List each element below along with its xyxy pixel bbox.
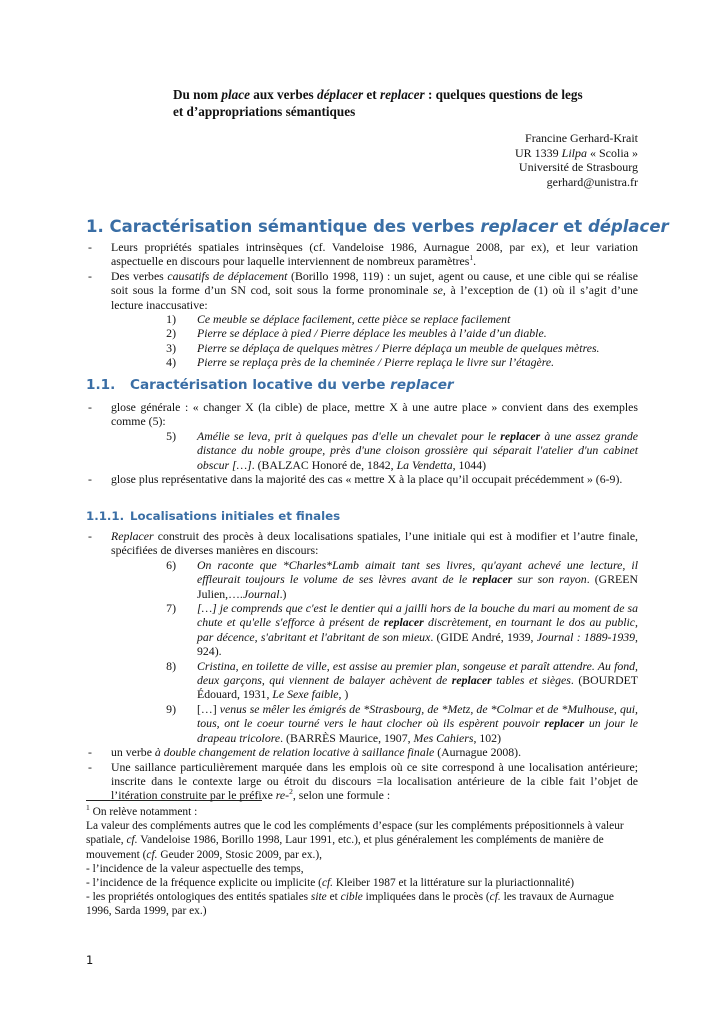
bullet-item	[86, 529, 638, 558]
example-number: 7)	[166, 601, 176, 616]
bullet-item	[86, 472, 638, 486]
section111-body	[86, 529, 638, 803]
bullet-text: (Aurnague 2008).	[434, 745, 522, 760]
author-name: Francine Gerhard-Krait	[525, 131, 638, 145]
keyword: replacer	[544, 716, 585, 731]
example-number: 6)	[166, 557, 176, 572]
footnote-marker: 1	[86, 803, 90, 813]
heading-number: 1.1.1.	[86, 509, 125, 523]
bullet-text: Une saillance particulièrement marquée dans les emplois où ce site correspond à une localisation antérieure; inscrite dans le contexte large ou étroit du discours =la localisation antérieure de la cible fait l’objet de l’itération construite par le préfixe	[111, 759, 638, 803]
example-source: Le Sexe faible,	[272, 687, 342, 702]
bullet-item	[86, 240, 638, 269]
footnote-text: les travaux de Aurnague 1996, Sarda 1999, par ex.)	[86, 891, 614, 918]
footnote-line	[86, 876, 638, 890]
footnote-text: et	[326, 891, 341, 904]
example-9	[86, 702, 638, 745]
bullet-text: re-	[275, 788, 290, 803]
bullet-text: à double changement de relation locative à saillance finale	[154, 745, 435, 760]
example-text: Pierre se replaça près de la cheminée / Pierre replaça le livre sur l’étagère.	[197, 355, 555, 370]
bullet-item	[86, 269, 638, 312]
example-item	[86, 326, 638, 340]
bullet-dash: -	[88, 759, 92, 774]
example-text: sur son rayon	[512, 572, 587, 587]
example-text: tables et sièges	[491, 673, 571, 688]
unit-text: « Scolia »	[587, 145, 638, 160]
footnote-line	[86, 819, 638, 862]
example-source: , 924).	[197, 629, 638, 659]
example-source: Mes Cahiers	[413, 730, 474, 745]
title-part: déplacer	[316, 87, 364, 102]
footnote-line	[86, 805, 638, 819]
footnote-text: cf.	[489, 891, 501, 904]
title-part: Du nom	[173, 87, 222, 102]
example-text: un jour le drapeau tricolore	[197, 716, 638, 745]
heading-part: Caractérisation locative du verbe	[130, 377, 391, 393]
bullet-text: glose générale : « changer X (la cible) de place, mettre X à une autre place » convient dans des exemples comme (5):	[111, 400, 638, 429]
example-6	[86, 558, 638, 601]
bullet-text: causatifs de déplacement	[167, 268, 288, 283]
bullet-text: un verbe	[111, 745, 155, 760]
title-part: : quelques questions de legs	[424, 87, 583, 102]
footnote-text: cible	[340, 891, 363, 904]
heading-part: Localisations initiales et finales	[130, 509, 341, 523]
bullet-item	[86, 400, 638, 429]
unit-text: Lilpa	[561, 145, 587, 160]
example-source: . (GIDE André, 1939,	[430, 629, 537, 644]
example-7	[86, 601, 638, 659]
bullet-dash: -	[88, 472, 92, 487]
example-source: , 1044)	[452, 457, 487, 472]
section11-body	[86, 400, 638, 486]
bullet-text: Replacer	[111, 529, 154, 543]
unit-text: UR 1339	[514, 145, 562, 160]
example-item	[86, 355, 638, 369]
footnote	[86, 805, 638, 919]
paper-title	[173, 86, 643, 120]
example-source: )	[341, 687, 349, 702]
bullet-text: Des verbes	[111, 268, 168, 283]
footnote-divider	[86, 800, 262, 801]
example-source: . (BOURDET Édouard, 1931,	[197, 673, 638, 702]
footnote-line	[86, 890, 638, 918]
example-source: , 102)	[473, 730, 501, 745]
footnote-text: impliquées dans le procès (	[362, 891, 490, 904]
footnote-text: Vandeloise 1986, Borillo 1998, Laur 1991, etc.), et plus généralement les compléments de manière de mouvement (	[86, 834, 604, 861]
example-text: venus se mêler les émigrés de *Strasbourg, de *Metz, de *Colmar et de *Mulhouse, qui, tous, ont le coeur tourné vers le haut clocher où ils espèrent pouvoir	[197, 701, 638, 731]
bullet-text: (Borillo 1998, 119) : un sujet, agent ou cause, et une cible qui se réalise soit sous la forme d’un SN cod, soit sous la forme pronominale	[111, 268, 638, 298]
keyword: replacer	[451, 673, 492, 688]
example-text: Ce meuble se déplace facilement, cette pièce se replace facilement	[197, 312, 511, 327]
bullet-dash: -	[88, 400, 92, 414]
heading-number: 1.1.	[86, 377, 116, 393]
heading-part: replacer	[390, 377, 454, 393]
section-heading-1	[86, 217, 669, 236]
footnote-text: cf.	[321, 877, 334, 890]
author-unit	[515, 146, 638, 161]
example-text: […] je comprends que c'est le dentier qui a jailli hors de la bouche du mari au moment de sa chute et qu'elle s'efforce à présent de	[197, 601, 638, 630]
title-part: replacer	[379, 87, 425, 102]
example-text: Pierre se déplace à pied / Pierre déplace les meubles à l’aide d’un diable.	[197, 326, 547, 341]
example-source: La Vendetta	[396, 457, 453, 472]
footnote-text: cf.	[146, 848, 158, 861]
example-list	[86, 312, 638, 370]
bullet-text: Leurs propriétés spatiales intrinsèques (cf. Vandeloise 1986, Aurnague 2008, par ex), et leur variation aspectuelle en discours pour laquelle interviennent de nombreux paramètres	[111, 240, 638, 269]
heading-part: 1. Caractérisation sémantique des verbes	[86, 217, 481, 236]
title-part: et	[363, 87, 380, 102]
title-part: aux verbes	[249, 87, 317, 102]
example-number: 3)	[166, 340, 176, 355]
keyword: replacer	[472, 572, 513, 587]
footnote-text: Geuder 2009, Stosic 2009, par ex.),	[157, 848, 322, 861]
example-source: . (BALZAC Honoré de, 1842,	[251, 457, 397, 472]
title-part: place	[221, 87, 250, 102]
example-8	[86, 659, 638, 702]
bullet-text: , selon une formule :	[292, 788, 391, 803]
example-text: Amélie se leva, prit à quelques pas d'elle un chevalet pour le	[197, 428, 501, 443]
keyword: replacer	[383, 615, 424, 630]
example-source: . (GREEN Julien,….	[197, 572, 638, 601]
example-number: 5)	[166, 428, 176, 443]
example-text: […]	[197, 701, 220, 716]
title-part: et d’appropriations sémantiques	[173, 104, 356, 119]
author-block	[515, 131, 638, 189]
footnote-line: - l’incidence de la valeur aspectuelle des temps,	[86, 862, 304, 875]
footnote-text: Kleiber 1987 et la littérature sur la pluriactionnalité)	[333, 877, 575, 890]
footnote-ref[interactable]: 2	[289, 787, 293, 797]
footnote-text: La valeur des compléments autres que le cod les compléments d’espace (sur les compléments prépositionnels à valeur spatiale,	[86, 820, 624, 847]
keyword: replacer	[500, 428, 541, 443]
bullet-text: à l’exception de (1) où il s’agit d’une lecture inaccusative:	[111, 283, 638, 312]
heading-part: replacer	[480, 217, 558, 236]
page-number: 1	[86, 953, 94, 967]
section-heading-1-1-1	[86, 509, 340, 523]
footnote-ref[interactable]: 1	[469, 253, 474, 263]
bullet-dash: -	[88, 240, 92, 254]
heading-part: et	[557, 217, 588, 236]
example-text: discrètement, en tournant le dos au public, par décence, s'abritant et l'abritant de son mieux	[197, 615, 638, 644]
example-5	[86, 429, 638, 472]
example-number: 9)	[166, 701, 176, 716]
example-text: à une assez grande distance du noble groupe, près d'une cloison grossière qui séparait l'atelier d'un cabinet obscur […]	[197, 428, 638, 472]
example-number: 4)	[166, 355, 176, 370]
example-source: . (BARRÈS Maurice, 1907,	[280, 730, 414, 745]
footnote-text: - les propriétés ontologiques des entités spatiales	[86, 891, 311, 904]
example-item	[86, 312, 638, 326]
example-source: .)	[279, 586, 287, 601]
bullet-text: .	[473, 254, 477, 269]
example-text: Pierre se déplaça de quelques mètres / Pierre déplaça un meuble de quelques mètres.	[197, 340, 600, 355]
footnote-text: site	[310, 891, 327, 904]
section-heading-1-1	[86, 377, 454, 393]
bullet-dash: -	[88, 268, 92, 283]
author-university: Université de Strasbourg	[518, 160, 638, 174]
example-number: 1)	[166, 312, 176, 327]
section1-body	[86, 240, 638, 370]
author-email: gerhard@unistra.fr	[546, 174, 638, 189]
example-text: Cristina, en toilette de ville, est assise au premier plan, songeuse et paraît attendre. Au fond, deux garçons, qui viennent de balayer achèvent de	[197, 658, 638, 688]
example-source: Journal	[242, 586, 280, 601]
heading-part: déplacer	[587, 217, 669, 236]
example-item	[86, 341, 638, 355]
example-number: 2)	[166, 326, 176, 341]
example-source: Journal : 1889-1939	[536, 629, 636, 644]
bullet-dash: -	[88, 745, 92, 760]
example-number: 8)	[166, 658, 176, 673]
bullet-text: se,	[433, 283, 446, 298]
bullet-text: glose plus représentative dans la majorité des cas « mettre X à la place qu’il occupait précédemment » (6-9).	[111, 472, 623, 487]
bullet-text: construit des procès à deux localisations spatiales, l’une initiale qui est à modifier et l’autre finale, spécifiées de diverses manières en discours:	[111, 529, 638, 558]
bullet-dash: -	[88, 529, 92, 543]
bullet-item	[86, 760, 638, 803]
footnote-text: On relève notamment :	[89, 806, 198, 818]
footnote-text: cf.	[126, 834, 138, 847]
footnote-text: - l’incidence de la fréquence explicite ou implicite (	[86, 877, 322, 890]
bullet-item	[86, 745, 638, 759]
example-text: On raconte que *Charles*Lamb aimait tant ses livres, qu'ayant achevé une lecture, il effleurait toujours le volume de ses lèvres avant de le	[197, 557, 638, 587]
